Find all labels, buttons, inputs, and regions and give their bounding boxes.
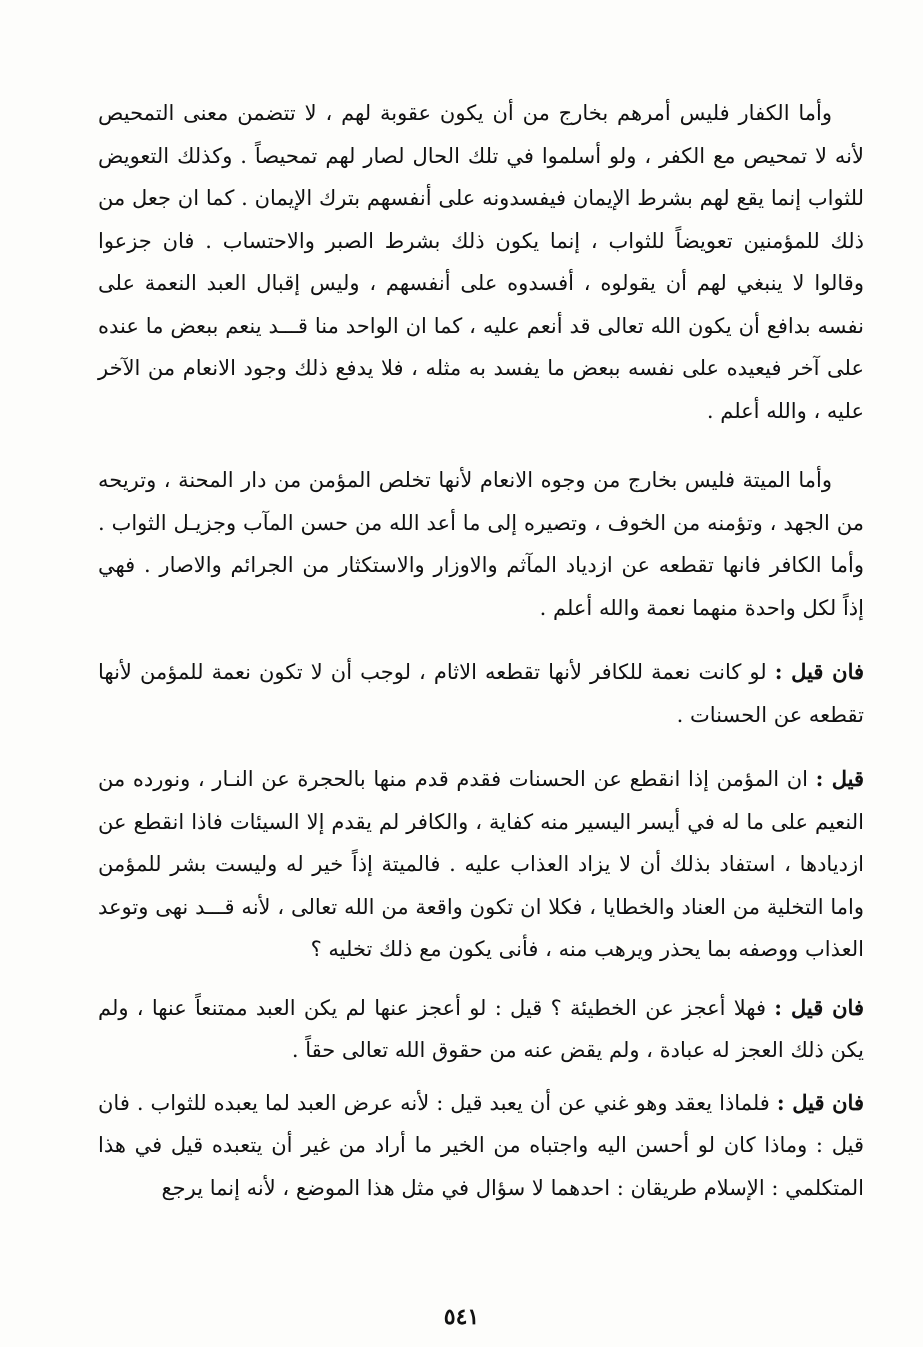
paragraph-3-text: لو كانت نعمة للكافر لأنها تقطعه الاثام ، لوجب أن لا تكون نعمة للمؤمن لأنها تقطعه عن الحسنات . [98,660,864,727]
page-body [98,92,864,1209]
paragraph-2-text: وأما الميتة فليس بخارج من وجوه الانعام لأنها تخلص المؤمن من دار المحنة ، وتريحه من الجهد ، وتؤمنه من الخوف ، وتصيره إلى ما أعد الله من حسن المآب وجزيـل الثواب . وأما الكافر فانها تقطعه عن ازدياد المآثم والاوزار والاستكثار من الجرائم والاصار . فهي إذاً لكل واحدة منهما نعمة والله أعلم . [98,468,864,620]
paragraph-2 [98,459,864,629]
paragraph-5 [98,987,864,1072]
paragraph-3 [98,651,864,736]
paragraph-3-lead: فان قيل : [774,659,865,684]
paragraph-1-text: وأما الكفار فليس أمرهم بخارج من أن يكون عقوبة لهم ، لا تتضمن معنى التمحيص لأنه لا تمحيص مع الكفر ، ولو أسلموا في تلك الحال لصار لهم تمحيصاً . وكذلك التعويض للثواب إنما يقع لهم بشرط الإيمان فيفسدونه على أنفسهم بترك الإيمان . كما ان جعل من ذلك للمؤمنين تعويضاً للثواب ، إنما يكون ذلك بشرط الصبر والاحتساب . فان جزعوا وقالوا لا ينبغي لهم أن يقولوه ، أفسدوه على أنفسهم ، وليس إقبال العبد النعمة على نفسه بدافع أن يكون الله تعالى قد أنعم عليه ، كما ان الواحد منا قـــد ينعم ببعض ما عنده على آخر فيعيده على نفسه ببعض ما يفسد به مثله ، فلا يدفع ذلك وجود الانعام من الآخر عليه ، والله أعلم . [98,101,864,423]
paragraph-4 [98,758,864,971]
paragraph-1 [98,92,864,432]
paragraph-5-lead: فان قيل : [774,994,864,1020]
page-number: ٥٤١ [443,1304,480,1330]
paragraph-6-text: فلماذا يعقد وهو غني عن أن يعبد قيل : لأنه عرض العبد لما يعبده للثواب . فان قيل : وماذا كان لو أحسن اليه واجتباه من الخير ما أراد من غير أن يتعبده قيل في هذا المتكلمي : الإسلام طريقان : احدهما لا سؤال في مثل هذا الموضع ، لأنه إنما يرجع [98,1090,864,1200]
paragraph-5-text: فهلا أعجز عن الخطيئة ؟ قيل : لو أعجز عنها لم يكن العبد ممتنعاً عنها ، ولم يكن ذلك العجز له عبادة ، ولم يقض عنه من حقوق الله تعالى حقاً . [98,995,864,1062]
paragraph-4-text: ان المؤمن إذا انقطع عن الحسنات فقدم قدم منها بالحجرة عن النـار ، ونورده من النعيم على ما له في أيسر اليسير منه كفاية ، والكافر لم يقدم إلا السيئات فاذا انقطع عن ازديادها ، استفاد بذلك أن لا يزاد العذاب عليه . فالميتة إذاً خير له وليست بشر للمؤمن واما التخلية من العناد والخطايا ، فكلا ان تكون واقعة من الله تعالى ، لأنه قـــد نهى وتوعد العذاب ووصفه بما يحذر ويرهب منه ، فأنى يكون مع ذلك تخليه ؟ [98,767,864,961]
paragraph-6-lead: فان قيل : [776,1089,864,1115]
paragraph-6 [98,1082,864,1210]
paragraph-4-lead: قيل : [815,766,864,791]
